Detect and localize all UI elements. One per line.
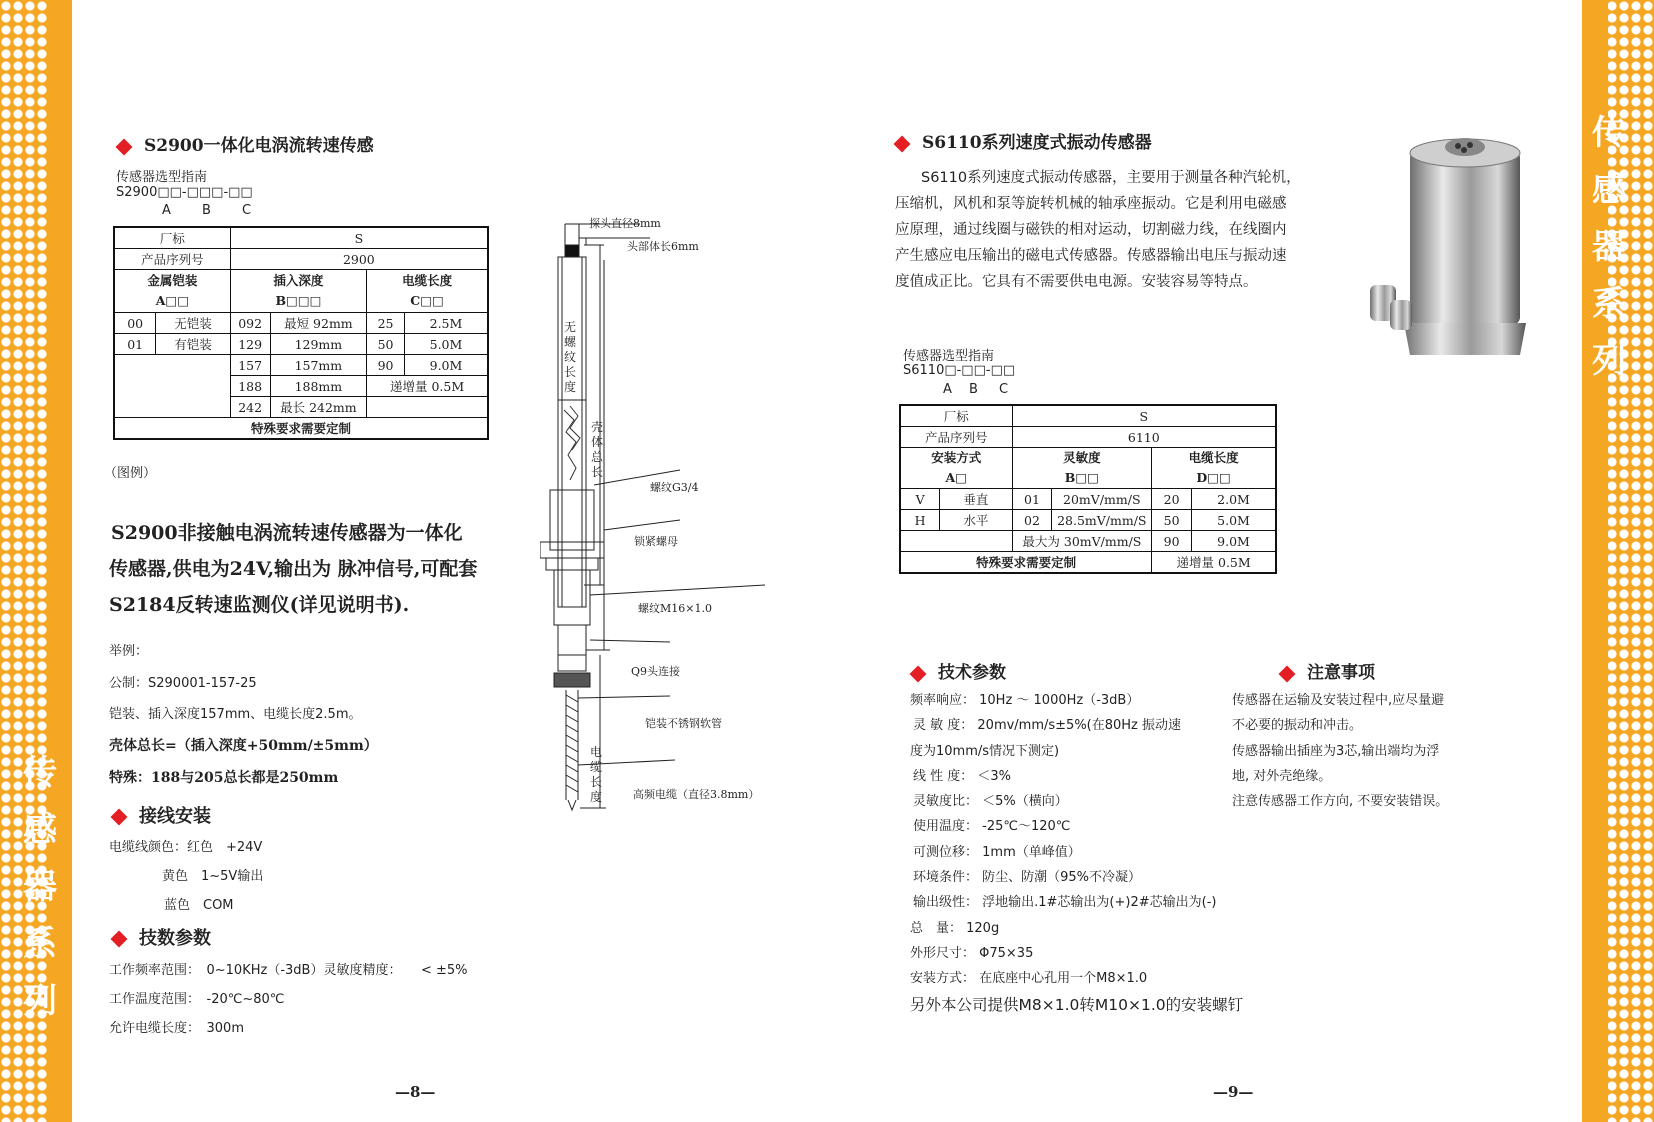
tech-params-title: 技术参数 bbox=[912, 658, 1006, 683]
left-series-label: 传 感 器 系 列 bbox=[23, 753, 57, 1021]
code-letter-c: C bbox=[242, 203, 252, 218]
table-row: V 垂直 01 20mV/mm/S 20 2.0M bbox=[900, 489, 1276, 510]
s6110-selection-table bbox=[899, 404, 1277, 574]
wiring-title: 接线安装 bbox=[113, 802, 211, 828]
diamond-bullet-icon bbox=[894, 135, 911, 152]
series-value: 6110 bbox=[1012, 427, 1276, 448]
thread-g-label: 螺纹G3/4 bbox=[650, 481, 699, 494]
table-row: H 水平 02 28.5mV/mm/S 50 5.0M bbox=[900, 510, 1276, 531]
series-value: 2900 bbox=[230, 249, 488, 270]
table-row: 最大为 30mV/mm/S 90 9.0M bbox=[900, 531, 1276, 552]
brand-label: 厂标 bbox=[900, 405, 1012, 427]
s6110-intro: S6110系列速度式振动传感器，主要用于测量各种汽轮机， 压缩机，风机和泵等旋转机械的轴承座振动。它是利用电磁感 应原理，通过线圈与磁铁的相对运动，切割磁力线，在线圈内 产生感应电压输出的磁电式传感器。传感器输出电压与振动速 度值成正比。它具有不需要供电电源。安装容易等特点。 bbox=[895, 170, 1301, 290]
code-letter-a: A bbox=[162, 203, 171, 218]
lock-nut-label: 锁紧螺母 bbox=[634, 535, 678, 548]
table-footer: 特殊要求需要定制 bbox=[900, 552, 1152, 574]
tech-extra: 另外本公司提供M8×1.0转M10×1.0的安装螺钉 bbox=[910, 996, 1244, 1014]
table-row: 01 有铠装 129 129mm 50 5.0M bbox=[114, 334, 488, 355]
special-note: 特殊：188与205总长都是250mm bbox=[109, 770, 339, 786]
s2900-model-code: S2900□□-□□□-□□ bbox=[116, 185, 253, 200]
diamond-bullet-icon bbox=[111, 809, 128, 826]
param-line-1: 工作频率范围： 0~10KHz（-3dB）灵敏度精度： < ±5% bbox=[109, 963, 468, 978]
brand-value: S bbox=[230, 227, 488, 249]
cable-header: 电缆长度 D□□ bbox=[1152, 448, 1276, 489]
depth-header: 插入深度 B□□□ bbox=[230, 270, 366, 313]
probe-dia-label: 探头直径8mm bbox=[589, 217, 661, 230]
param-line-3: 允许电缆长度： 300m bbox=[109, 1021, 244, 1036]
table-row: 157 157mm 90 9.0M bbox=[114, 355, 488, 376]
q9-label: Q9头连接 bbox=[631, 665, 681, 678]
hf-cable-label: 高频电缆（直径3.8mm） bbox=[633, 788, 760, 801]
example-label: 举例： bbox=[109, 644, 149, 659]
wiring-line-1: 电缆线颜色：红色 +24V bbox=[109, 840, 263, 855]
param-line-2: 工作温度范围： -20℃~80℃ bbox=[109, 992, 285, 1007]
thread-m-label: 螺纹M16×1.0 bbox=[638, 602, 712, 615]
s6110-title: S6110系列速度式振动传感器 bbox=[896, 128, 1152, 153]
code-letter-a: A bbox=[943, 382, 952, 397]
figure-note: （图例） bbox=[104, 466, 157, 481]
diamond-bullet-icon bbox=[111, 931, 128, 948]
page-number-left: —8— bbox=[395, 1083, 436, 1101]
cable-len-label: 电缆长度 bbox=[589, 745, 602, 804]
no-thread-label: 无螺纹长度 bbox=[563, 320, 576, 394]
sensor-photo bbox=[1360, 135, 1540, 365]
table-row: 00 无铠装 092 最短 92mm 25 2.5M bbox=[114, 313, 488, 334]
cable-header: 电缆长度 C□□ bbox=[367, 270, 488, 313]
armor-header: 金属铠装 A□□ bbox=[114, 270, 230, 313]
tech-params-list: 频率响应： 10Hz ～ 1000Hz（-3dB） 灵 敏 度： 20mv/mm/s±5%(在80Hz 振动速 度为10mm/s情况下测定) 线 性 度： ＜3% 灵敏度比： ＜5%（横向） 使用温度： -25℃～120℃ 可测位移： 1mm（单峰值） 环境条件： 防尘、防潮（95%不冷凝） 输出级性： 浮地输出.1#芯输出为(+)2#芯输出为(-) 总 量： 120g 外形尺寸： Φ75×35 安装方式： 在底座中心孔用一个M8×1.0 bbox=[910, 693, 1217, 987]
armor-label: 铠装不锈钢软管 bbox=[645, 717, 722, 730]
series-label: 产品序列号 bbox=[900, 427, 1012, 448]
length-formula: 壳体总长=（插入深度+50mm/±5mm） bbox=[109, 738, 378, 754]
notes-title: 注意事项 bbox=[1281, 658, 1375, 683]
right-series-label: 传 感 器 系 列 bbox=[1592, 113, 1626, 381]
wiring-line-2: 黄色 1~5V输出 bbox=[162, 869, 264, 884]
diamond-bullet-icon bbox=[910, 665, 927, 682]
diamond-bullet-icon bbox=[116, 138, 133, 155]
sensitivity-header: 灵敏度 B□□ bbox=[1012, 448, 1152, 489]
table-footer: 特殊要求需要定制 bbox=[114, 418, 488, 440]
probe-drawing bbox=[540, 210, 780, 850]
s6110-guide-label: 传感器选型指南 bbox=[903, 349, 995, 364]
s2900-guide-label: 传感器选型指南 bbox=[116, 170, 208, 185]
brand-label: 厂标 bbox=[114, 227, 230, 249]
code-letter-c: C bbox=[999, 382, 1009, 397]
code-letter-b: B bbox=[202, 203, 211, 218]
brand-value: S bbox=[1012, 405, 1276, 427]
g34-thread bbox=[550, 490, 594, 550]
table-footer-right: 递增量 0.5M bbox=[1152, 552, 1276, 574]
series-label: 产品序列号 bbox=[114, 249, 230, 270]
s2900-description: S2900非接触电涡流转速传感器为一体化 传感器,供电为24V,输出为 脉冲信号,可配套 S2184反转速监测仪(详见说明书). bbox=[109, 522, 478, 616]
diamond-bullet-icon bbox=[1279, 665, 1296, 682]
example-desc: 铠装、插入深度157mm、电缆长度2.5m。 bbox=[109, 707, 362, 722]
shell-len-label: 壳体总长 bbox=[590, 420, 603, 479]
s2900-selection-table bbox=[113, 226, 489, 440]
s2900-title: S2900一体化电涡流转速传感 bbox=[118, 131, 374, 156]
mount-header: 安装方式 A□ bbox=[900, 448, 1012, 489]
params-title: 技数参数 bbox=[113, 924, 211, 950]
table-row: 242 最长 242mm bbox=[114, 397, 488, 418]
example-code: 公制：S290001-157-25 bbox=[109, 676, 257, 691]
table-row: 188 188mm 递增量 0.5M bbox=[114, 376, 488, 397]
probe-tip bbox=[565, 245, 579, 257]
notes-list: 传感器在运输及安装过程中,应尽量避 不必要的振动和冲击。 传感器输出插座为3芯,输出端均为浮 地, 对外壳绝缘。 注意传感器工作方向, 不要安装错误。 bbox=[1232, 693, 1449, 810]
wiring-line-3: 蓝色 COM bbox=[164, 898, 234, 913]
page-number-right: —9— bbox=[1213, 1083, 1254, 1101]
code-letter-b: B bbox=[969, 382, 978, 397]
head-len-label: 头部体长6mm bbox=[627, 240, 699, 253]
s6110-model-code: S6110□-□□-□□ bbox=[903, 363, 1016, 378]
